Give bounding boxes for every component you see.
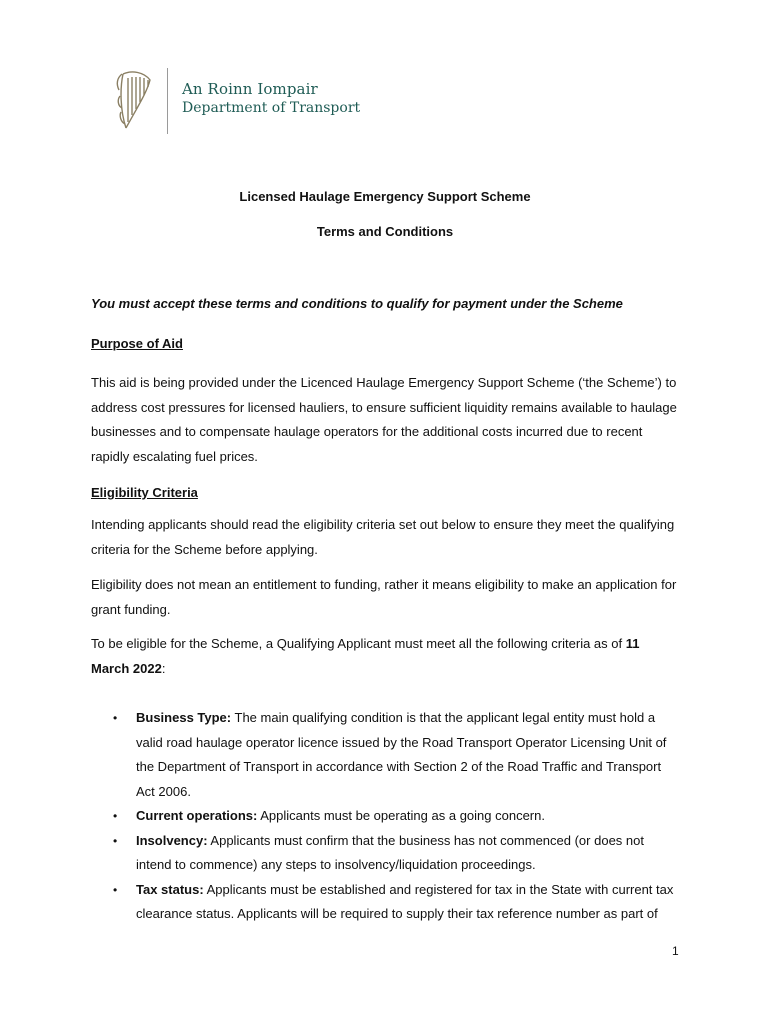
page-number: 1 (672, 944, 679, 958)
criterion-label: Insolvency: (136, 832, 208, 848)
criterion-text: The main qualifying condition is that the applicant legal entity must hold a valid road haulage operator licence issued by the Road Transport Operator Licensing Unit of the Department of Transport in accordance with Section 2 of the Road Traffic and Transport Act 2006. (136, 710, 667, 799)
bullet-icon: • (113, 833, 118, 848)
eligibility-p3-lead: To be eligible for the Scheme, a Qualifying Applicant must meet all the following criteria as of (91, 636, 626, 651)
bullet-icon: • (113, 882, 118, 897)
criterion-text: Applicants must confirm that the business has not commenced (or does not intend to commence) any steps to insolvency/liquidation proceedings. (136, 832, 644, 872)
org-name-irish: An Roinn Iompair (182, 80, 318, 98)
criteria-list (91, 706, 681, 927)
department-logo (112, 66, 372, 136)
document-subtitle: Terms and Conditions (316, 224, 454, 239)
org-name-english: Department of Transport (182, 100, 361, 116)
list-item (91, 706, 681, 804)
list-item (91, 804, 681, 829)
eligibility-heading: Eligibility Criteria (91, 485, 198, 500)
document-title: Licensed Haulage Emergency Support Scheme (239, 189, 531, 204)
criterion-text: Applicants must be established and registered for tax in the State with current tax clearance status. Applicants will be required to supply their tax reference number as part of (136, 881, 674, 921)
bullet-icon: • (113, 711, 118, 725)
criterion-label: Business Type: (136, 710, 232, 725)
criterion-label: Tax status: (136, 881, 204, 897)
list-item (91, 878, 681, 927)
logo-divider (167, 68, 168, 134)
purpose-paragraph: This aid is being provided under the Licenced Haulage Emergency Support Scheme (‘the Scheme’) to address cost pressures for licensed hauliers, to ensure sufficient liquidity remains available to haulage businesses and to compensate haulage operators for the additional costs incurred due to recent rapidly escalating fuel prices. (91, 375, 677, 464)
criterion-label: Current operations: (136, 808, 258, 823)
criterion-text: Applicants must be operating as a going concern. (257, 808, 545, 823)
eligibility-paragraph-3 (91, 632, 681, 681)
eligibility-paragraph-1: Intending applicants should read the eligibility criteria set out below to ensure they meet the qualifying criteria for the Scheme before applying. (91, 517, 675, 557)
harp-icon (114, 68, 154, 132)
intro-statement: You must accept these terms and conditions to qualify for payment under the Scheme (91, 296, 623, 311)
purpose-heading: Purpose of Aid (91, 336, 183, 351)
eligibility-paragraph-2: Eligibility does not mean an entitlement to funding, rather it means eligibility to make an application for grant funding. (91, 577, 677, 617)
eligibility-date: 11 March 2022 (91, 636, 640, 676)
list-item (91, 829, 681, 878)
eligibility-p3-end: : (161, 660, 166, 676)
bullet-icon: • (113, 809, 118, 823)
